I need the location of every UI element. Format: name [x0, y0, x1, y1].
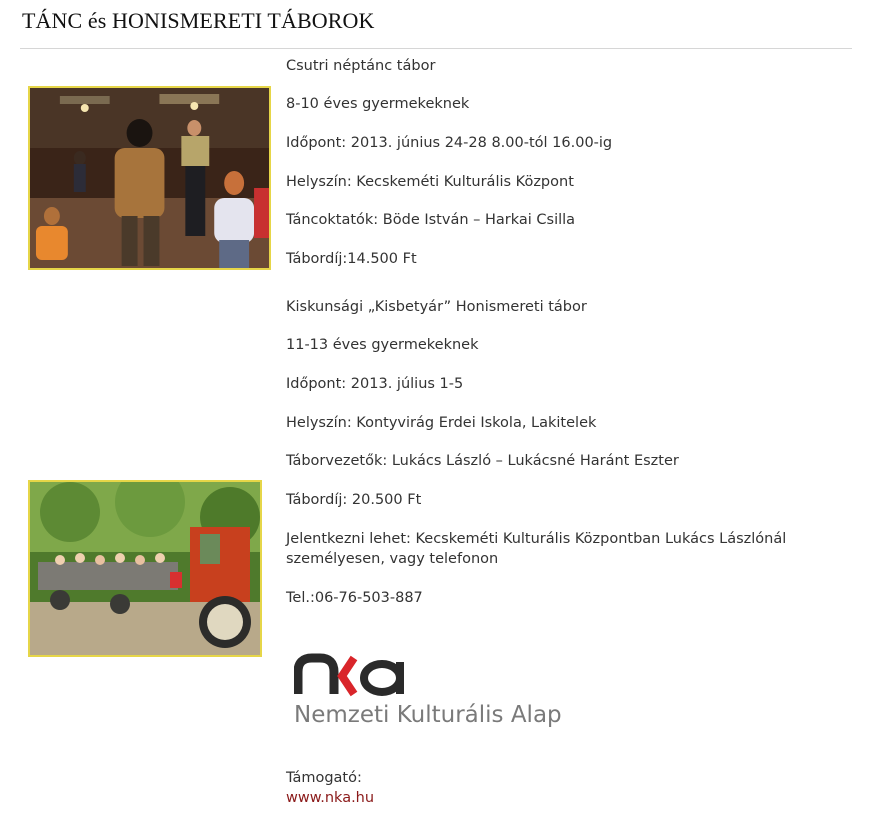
camp2-age: 11-13 éves gyermekeknek	[286, 337, 479, 353]
nka-link[interactable]: www.nka.hu	[286, 790, 375, 806]
nka-logo-text: Nemzeti Kulturális Alap	[294, 702, 562, 728]
camp1-date: Időpont: 2013. június 24-28 8.00-tól 16.00-ig	[286, 135, 613, 151]
camp2-name: Kiskunsági „Kisbetyár” Honismereti tábor	[286, 299, 587, 315]
dance-camp-photo	[28, 86, 271, 270]
camp2-phone: Tel.:06-76-503-887	[286, 590, 423, 606]
camp1-name: Csutri néptánc tábor	[286, 58, 436, 74]
camp2-leaders: Táborvezetők: Lukács László – Lukácsné Haránt Eszter	[286, 453, 679, 469]
camp2-date: Időpont: 2013. július 1-5	[286, 376, 464, 392]
camp1-place: Helyszín: Kecskeméti Kulturális Központ	[286, 174, 574, 190]
nka-logo	[294, 650, 594, 730]
sponsor-label: Támogató:	[286, 770, 362, 786]
page-title: TÁNC és HONISMERETI TÁBOROK	[22, 8, 375, 33]
title-divider	[20, 48, 852, 49]
camp2-place: Helyszín: Kontyvirág Erdei Iskola, Lakitelek	[286, 415, 597, 431]
camp2-fee: Tábordíj: 20.500 Ft	[286, 492, 422, 508]
camp2-apply: Jelentkezni lehet: Kecskeméti Kulturális Központban Lukács Lászlónál személyesen, vagy telefonon	[286, 531, 787, 567]
camp1-age: 8-10 éves gyermekeknek	[286, 96, 470, 112]
camp1-teachers: Táncoktatók: Böde István – Harkai Csilla	[286, 212, 576, 228]
heritage-camp-photo	[28, 480, 262, 657]
camp1-fee: Tábordíj:14.500 Ft	[286, 251, 417, 267]
